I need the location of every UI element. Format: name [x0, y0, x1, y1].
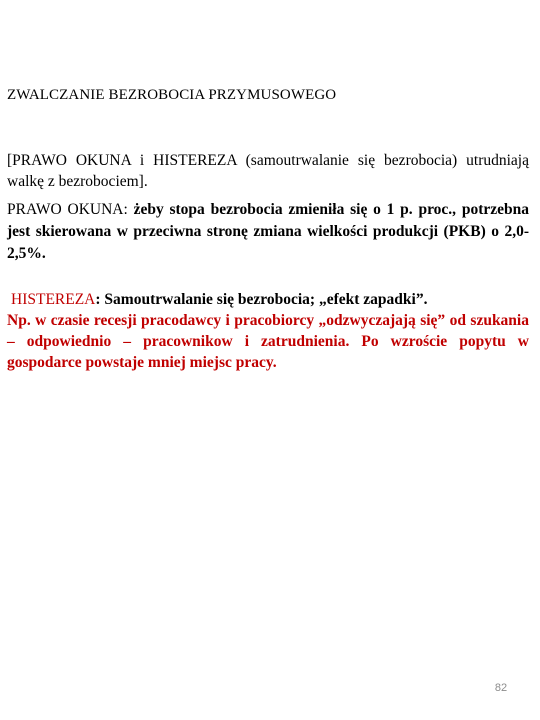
- page-number: 82: [494, 682, 508, 694]
- hysteresis-term: HISTEREZA: [11, 291, 96, 308]
- slide-title: ZWALCZANIE BEZROBOCIA PRZYMUSOWEGO: [7, 87, 337, 103]
- paragraph-okun-law: [7, 199, 529, 265]
- hysteresis-definition-line: [7, 289, 529, 310]
- okun-law-term: PRAWO OKUNA:: [7, 201, 128, 218]
- hysteresis-definition: : Samoutrwalanie się bezrobocia; „efekt zapadki”.: [95, 291, 428, 308]
- paragraph-hysteresis: [7, 289, 529, 373]
- okun-law-definition: żeby stopa bezrobocia zmieniła się o 1 p. proc., potrzebna jest skierowana w przeciwna stronę zmiana wielkości produkcji (PKB) o 2,0-2,5%.: [7, 201, 529, 262]
- paragraph-okun-hysteresis-intro: [PRAWO OKUNA i HISTEREZA (samoutrwalanie się bezrobocia) utrudniają walkę z bezrobociem].: [7, 152, 529, 190]
- hysteresis-example: Np. w czasie recesji pracodawcy i pracobiorcy „odzwyczajają się” od szukania – odpowiednio – pracownikow i zatrudnienia. Po wzroście popytu w gospodarce powstaje mniej miejsc pracy.: [7, 312, 529, 371]
